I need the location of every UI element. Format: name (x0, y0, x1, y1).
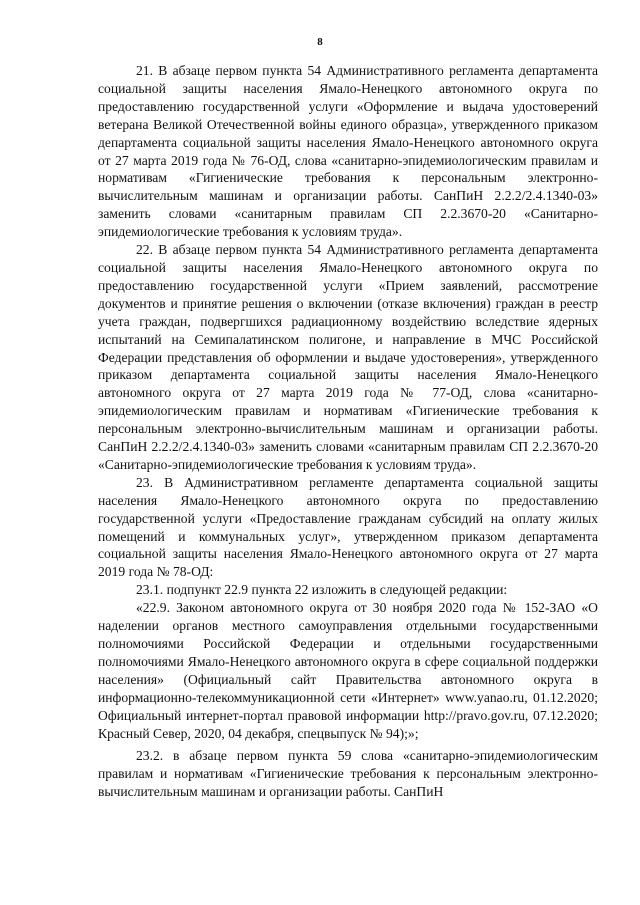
paragraph-22-9-quote: «22.9. Законом автономного округа от 30 ноября 2020 года № 152-ЗАО «О наделении органов местного самоуправления отдельными государственными полномочиями Российской Федерации и отдельными государственными полномочиями Ямало-Ненецкого автономного округа в сфере социальной поддержки населения» (Официальный сайт Правительства автономного округа в информационно-телекоммуникационной сети «Интернет» www.yanao.ru, 01.12.2020; Официальный интернет-портал правовой информации http://pravo.gov.ru, 07.12.2020; Красный Север, 2020, 04 декабря, спецвыпуск № 94);»; (98, 600, 598, 741)
paragraph-22: 22. В абзаце первом пункта 54 Административного регламента департамента социальной защиты населения Ямало-Ненецкого автономного округа по предоставлению государственной услуги «Прием заявлений, рассмотрение документов и принятие решения о включении (отказе включения) граждан в реестр учета граждан, подвергшихся радиационному воздействию вследствие ядерных испытаний на Семипалатинском полигоне, и направление в МЧС Российской Федерации представления об оформлении и выдаче удостоверения», утвержденного приказом департамента социальной защиты населения Ямало-Ненецкого автономного округа от 27 марта 2019 года № 77-ОД, слова «санитарно-эпидемиологическим правилам и нормативам «Гигиенические требования к персональным электронно-вычислительным машинам и организации работы. СанПиН 2.2.2/2.4.1340-03» заменить словами «санитарным правилам СП 2.2.3670-20 «Санитарно-эпидемиологические требования к условиям труда». (98, 242, 598, 472)
paragraph-23-2: 23.2. в абзаце первом пункта 59 слова «санитарно-эпидемиологическим правилам и нормативам «Гигиенические требования к персональным электронно-вычислительным машинам и организации работы. СанПиН (98, 748, 598, 800)
paragraph-21: 21. В абзаце первом пункта 54 Административного регламента департамента социальной защиты населения Ямало-Ненецкого автономного округа по предоставлению государственной услуги «Оформление и выдача удостоверений ветерана Великой Отечественной войны единого образца», утвержденного приказом департамента социальной защиты населения Ямало-Ненецкого автономного округа от 27 марта 2019 года № 76-ОД, слова «санитарно-эпидемиологическим правилам и нормативам «Гигиенические требования к персональным электронно-вычислительным машинам и организации работы. СанПиН 2.2.2/2.4.1340-03» заменить словами «санитарным правилам СП 2.2.3670-20 «Санитарно-эпидемиологические требования к условиям труда». (98, 63, 598, 240)
document-body (98, 62, 598, 801)
paragraph-23-1: 23.1. подпункт 22.9 пункта 22 изложить в следующей редакции: (136, 582, 508, 598)
paragraph-23: 23. В Административном регламенте департамента социальной защиты населения Ямало-Ненецкого автономного округа по предоставлению государственной услуги «Предоставление гражданам субсидий на оплату жилых помещений и коммунальных услуг», утвержденном приказом департамента социальной защиты населения Ямало-Ненецкого автономного округа от 27 марта 2019 года № 78-ОД: (98, 474, 598, 580)
page-number: 8 (317, 36, 323, 48)
